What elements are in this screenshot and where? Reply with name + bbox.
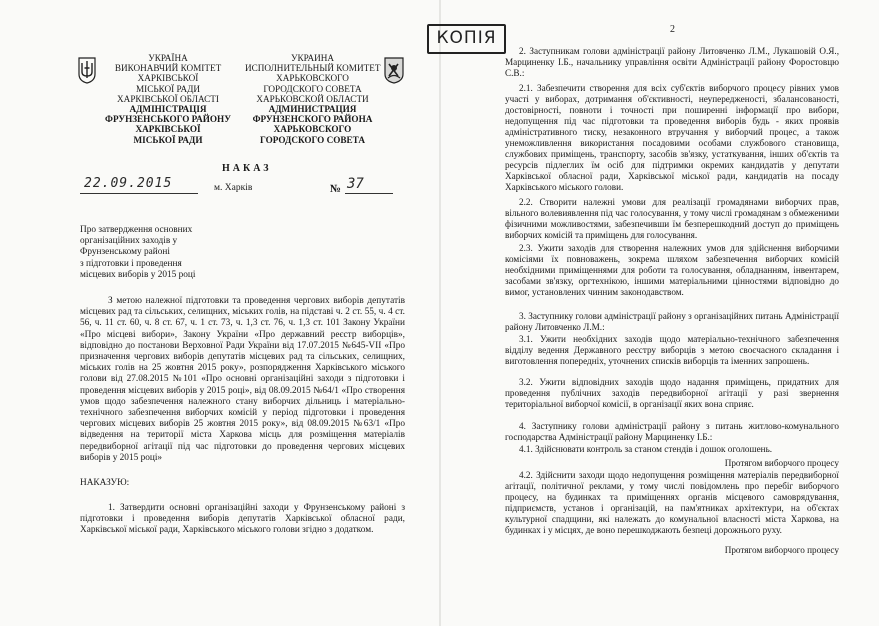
nakazuyu-label: НАКАЗУЮ: (80, 478, 130, 488)
header-ru-line: ГОРОДСКОГО СОВЕТА (263, 83, 362, 94)
header-russian (245, 53, 380, 145)
header-ua-bold-line: ХАРКІВСЬКОЇ (135, 124, 201, 135)
order-city: м. Харків (214, 183, 253, 193)
header-ua-line: ХАРКІВСЬКОЇ ОБЛАСТІ (117, 93, 219, 104)
order-number: 37 (347, 176, 364, 192)
item-3-paragraph: 3. Заступнику голови адміністрації району з організаційних питань Адміністрації району Литовченко Л.М.: (505, 311, 839, 332)
order-date: 22.09.2015 (84, 176, 173, 191)
header-ru-bold-line: ХАРЬКОВСКОГО (273, 124, 352, 135)
header-ru-bold-line: АДМИНИСТРАЦИЯ (268, 104, 357, 115)
header-ua-bold-line: АДМІНІСТРАЦІЯ (129, 104, 207, 115)
preamble-paragraph: З метою належної підготовки та проведення чергових виборів депутатів місцевих рад та сільських, селищних, міських голів, на підставі ч. 2 ст. 55, ч. 4 ст. 56, ч. 11 ст. 60, ч. 8 ст. 67, ч. 1 ст. 73, ч. 1,3 ст. 76, ч. 1,3 ст. 101 Закону України «Про місцеві вибори», Закону України «Про державний реєстр виборців», відповідно до постанови Верховної Ради України від 17.07.2015 №645-VII «Про призначення чергових виборів депутатів місцевих рад та сільських, селищних, міських голів на 25 жовтня 2015 року», розпорядження Харківського міського голови від 27.08.2015 №101 «Про основні організаційні заходи з підготовки і проведення місцевих виборів у 2015 році», від 08.09.2015 №64/1 «Про створення умов щодо забезпечення належного стану виборчих дільниць і матеріально-технічного забезпечення виборчих комісій у період підготовки і проведення чергових місцевих виборів 25 жовтня 2015 року», від 08.09.2015 №63/1 «Про відведення на території міста Харкова місць для розміщення матеріалів передвиборної агітації під час підготовки до проведення чергових місцевих виборів у 2015 році» (80, 296, 405, 463)
header-ru-line: ХАРЬКОВСКОЙ ОБЛАСТИ (256, 93, 369, 104)
order-number-label: № (330, 183, 342, 195)
copy-stamp: КОПІЯ (427, 24, 506, 54)
date-underline (80, 193, 198, 194)
item-2-3-paragraph: 2.3. Ужити заходів для створення належних умов для здійснення виборчими комісіями їх повноважень, зокрема шляхом забезпечення виборчих комісій необхідними приміщеннями для роботи та голосування, обладнанням, інвентарем, засобами зв'язку, оргтехнікою, іншими матеріальними цінностями відповідно до вимог, установлених чинним законодавством. (505, 243, 839, 297)
header-ua-line: МІСЬКОЇ РАДИ (136, 83, 200, 94)
subject-line: місцевих виборів у 2015 році (80, 269, 196, 280)
header-ru-line: УКРАИНА (290, 53, 335, 63)
item-4-2-paragraph: 4.2. Здійснити заходи щодо недопущення розміщення матеріалів передвиборної агітації, політичної реклами, у тому числі повідомлень про перебіг виборчого процесу, на будинках та приміщеннях органів місцевого самоврядування, підприємств, установ і організацій, на пам'ятниках архітектури, на об'єктах культурної спадщини, які належать до комунальної власності міста Харкова, на будинках і у місцях, де воно перешкоджають безпеці дорожнього руху. (505, 470, 839, 535)
header-ru-line: ИСПОЛНИТЕЛЬНЫЙ КОМИТЕТ (245, 63, 381, 74)
item-4-1-deadline: Протягом виборчого процесу (724, 458, 839, 468)
header-ua-bold-line: ФРУНЗЕНСЬКОГО РАЙОНУ (105, 114, 231, 125)
item-3-2-paragraph: 3.2. Ужити відповідних заходів щодо надання приміщень, придатних для проведення публічних заходів передвиборної агітації у разі звернення територіальної виборчої комісії, в організації яких вона сприяє. (505, 377, 839, 409)
item-4-paragraph: 4. Заступнику голови адміністрації району з питань житлово-комунального господарства Адміністрації району Марциненку І.Б.: (505, 421, 839, 442)
item-1-paragraph: 1. Затвердити основні організаційні заходи у Фрунзенському районі з підготовки і проведення виборів депутатів Харківської обласної ради, Харківської міської ради, Харківського міського голови згідно з додатком. (80, 503, 405, 536)
subject-line: з підготовки і проведення (80, 258, 182, 269)
number-underline (345, 193, 393, 194)
header-ru-line: ХАРЬКОВСКОГО (276, 73, 349, 84)
trident-emblem-icon (78, 56, 96, 84)
kharkiv-coat-of-arms-icon (384, 56, 404, 84)
header-ru-bold-line: ФРУНЗЕНСКОГО РАЙОНА (252, 114, 373, 125)
subject-line: організаційних заходів у (80, 236, 178, 247)
item-2-paragraph: 2. Заступникам голови адміністрації району Литовченко Л.М., Лукашовій О.Я., Марциненку І.Б., начальнику управління освіти Адміністрації району Форостовцю С.В.: (505, 46, 839, 78)
header-ua-line: УКРАЇНА (148, 53, 188, 63)
item-2-1-paragraph: 2.1. Забезпечити створення для всіх суб'єктів виборчого процесу рівних умов участі у виборах, дотримання об'єктивності, неупередженості, збалансованості, достовірності, повноти і точності при поширенні інформації про вибори, недопущення під час підготовки та проведення виборів будь - яких проявів адміністративного тиску, незаконного втручання у виборчий процес, а також унеможливлення використання посадовими особами службового становища, службових приміщень, транспорту, засобів зв'язку, устаткування, інших об'єктів та ресурсів підлеглих їм осіб для підтримки окремих кандидатів у депутати Харківської обласної ради, Харківської міської ради, кандидатів на посаду Харківського міського голови. (505, 83, 839, 192)
page-number: 2 (670, 24, 675, 35)
document-title: НАКАЗ (222, 163, 272, 174)
header-ua-line: ХАРКІВСЬКОЇ (137, 73, 199, 84)
item-4-2-deadline: Протягом виборчого процесу (724, 545, 839, 555)
item-2-2-paragraph: 2.2. Створити належні умови для реалізації громадянами виборчих прав, вільного волевиявлення під час голосування, у тому числі громадянам з обмеженими фізичними можливостями, забезпечивши їм безперешкодний доступ до приміщень виборчих комісій та приміщень для голосування. (505, 197, 839, 240)
order-subject (80, 225, 230, 281)
header-ua-line: ВИКОНАВЧИЙ КОМІТЕТ (114, 63, 222, 74)
item-3-1-paragraph: 3.1. Ужити необхідних заходів щодо матеріально-технічного забезпечення відділу ведення Державного реєстру виборців з метою своєчасного складання і виготовлення попередніх, уточнених списків виборців та іменних запрошень. (505, 334, 839, 366)
header-ua-bold-line: МІСЬКОЇ РАДИ (133, 134, 203, 145)
subject-line: Про затвердження основних (80, 225, 193, 235)
item-4-1-paragraph: 4.1. Здійснювати контроль за станом стендів і дошок оголошень. (519, 444, 773, 454)
header-ukrainian (103, 53, 233, 145)
header-ru-bold-line: ГОРОДСКОГО СОВЕТА (260, 134, 365, 145)
subject-line: Фрунзенському районі (80, 247, 170, 258)
page-fold (439, 0, 441, 626)
